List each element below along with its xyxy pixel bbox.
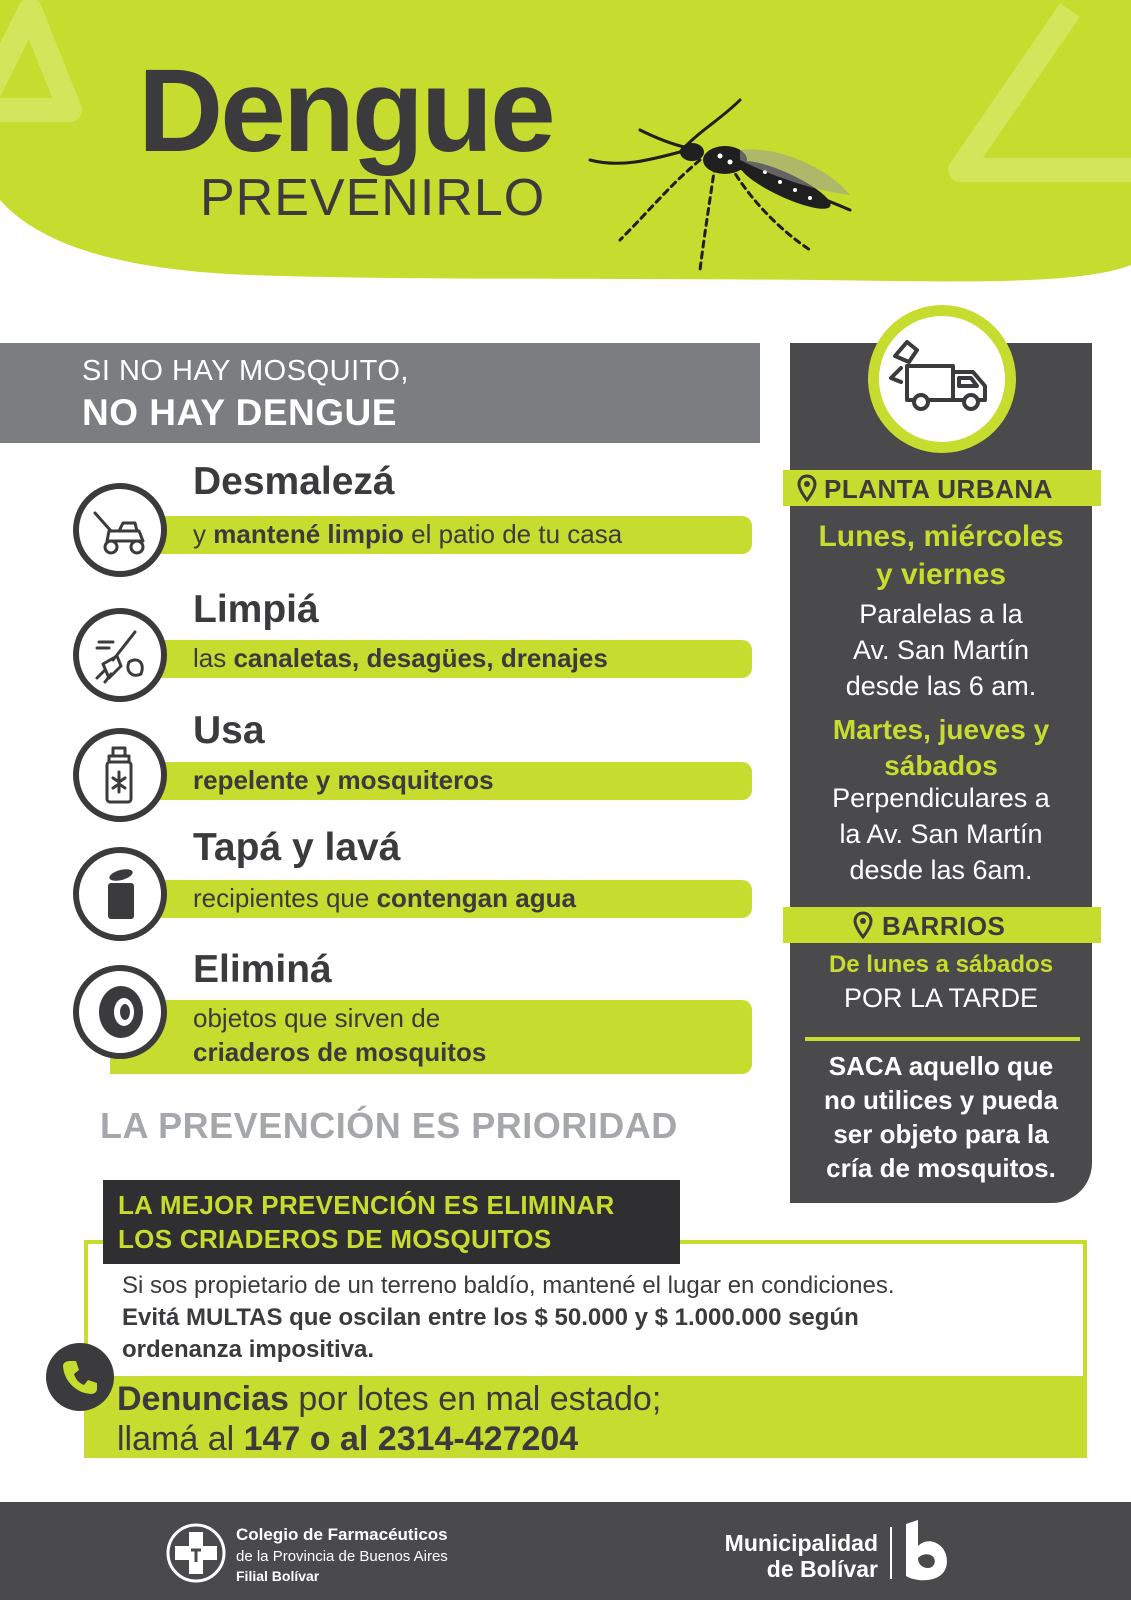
slogan-line-1: SI NO HAY MOSQUITO, (82, 355, 409, 387)
mosquito-icon (580, 90, 880, 280)
tip-title-4: Tapá y lavá (193, 826, 401, 869)
container-icon (91, 865, 149, 923)
bolivar-logo-icon (902, 1518, 952, 1582)
schedule-desc-3: POR LA TARDE (843, 983, 1039, 1013)
footer-divider (890, 1527, 892, 1579)
tip-icon-4 (73, 847, 167, 941)
schedule-days-3: De lunes a sábados (828, 951, 1054, 978)
saca-line-3: ser objeto para la (833, 1119, 1049, 1149)
tip-title-2: Limpiá (193, 588, 319, 631)
denuncias-line-1: Denuncias por lotes en mal estado; (117, 1380, 662, 1418)
location-pin-icon (853, 911, 873, 939)
info-line-2: Evitá MULTAS que oscilan entre los $ 50.000 y $ 1.000.000 según (122, 1304, 859, 1331)
colegio-province: de la Provincia de Buenos Aires (236, 1548, 448, 1565)
tip-title-1: Desmalezá (193, 460, 395, 503)
location-pin-icon (797, 474, 817, 502)
colegio-branch: Filial Bolívar (236, 1568, 320, 1584)
tip-text-5a: objetos que sirven de (193, 1003, 441, 1033)
denuncias-line-2: llamá al 147 o al 2314-427204 (117, 1420, 579, 1458)
lawn-mower-icon (91, 501, 149, 559)
phone-icon (60, 1357, 100, 1397)
page-title: Dengue (138, 45, 553, 177)
tip-icon-1 (73, 483, 167, 577)
municipalidad-line-2: de Bolívar (766, 1556, 878, 1582)
schedule-days-2b: sábados (884, 750, 998, 781)
tip-title-5: Eliminá (193, 948, 332, 991)
tip-text-1: y mantené limpio el patio de tu casa (193, 519, 623, 549)
garbage-truck-icon (887, 338, 997, 418)
cleaning-tools-icon (91, 626, 149, 684)
barrios-label: BARRIOS (882, 911, 1006, 941)
saca-line-2: no utilices y pueda (823, 1085, 1059, 1115)
saca-line-1: SACA aquello que (828, 1051, 1054, 1081)
repellent-spray-icon (91, 746, 149, 804)
municipalidad-line-1: Municipalidad (724, 1530, 878, 1556)
schedule-days-2a: Martes, jueves y (832, 714, 1050, 745)
planta-urbana-label: PLANTA URBANA (824, 474, 1053, 504)
schedule-desc-1c: desde las 6 am. (845, 671, 1037, 701)
page-subtitle: PREVENIRLO (200, 169, 546, 227)
tip-text-4: recipientes que contengan agua (193, 883, 576, 913)
tip-icon-5 (73, 965, 167, 1059)
best-prevention-line-2: LOS CRIADEROS DE MOSQUITOS (118, 1224, 552, 1254)
schedule-days-1b: y viernes (875, 558, 1007, 591)
colegio-farmaceuticos-logo-icon (165, 1522, 227, 1584)
priority-heading: LA PREVENCIÓN ES PRIORIDAD (100, 1105, 678, 1146)
schedule-desc-2a: Perpendiculares a (832, 783, 1050, 813)
info-line-1: Si sos propietario de un terreno baldío, mantené el lugar en condiciones. (122, 1272, 895, 1299)
tip-title-3: Usa (193, 709, 265, 752)
saca-line-4: cría de mosquitos. (826, 1153, 1056, 1183)
schedule-desc-1b: Av. San Martín (852, 635, 1030, 665)
info-line-3: ordenanza impositiva. (122, 1336, 375, 1363)
schedule-days-1a: Lunes, miércoles (818, 520, 1064, 553)
schedule-desc-2b: la Av. San Martín (839, 819, 1043, 849)
schedule-desc-2c: desde las 6am. (849, 855, 1033, 885)
tip-icon-3 (73, 728, 167, 822)
tip-text-5b: criaderos de mosquitos (193, 1037, 487, 1067)
slogan-line-2: NO HAY DENGUE (82, 392, 397, 433)
schedule-desc-1a: Paralelas a la (859, 599, 1023, 629)
tip-icon-2 (73, 608, 167, 702)
tip-text-3: repelente y mosquiteros (193, 765, 494, 795)
panel-divider (805, 1037, 1080, 1041)
colegio-name: Colegio de Farmacéuticos (236, 1525, 448, 1544)
best-prevention-line-1: LA MEJOR PREVENCIÓN ES ELIMINAR (118, 1190, 615, 1220)
tip-text-2: las canaletas, desagües, drenajes (193, 643, 608, 673)
tire-icon (91, 983, 149, 1041)
